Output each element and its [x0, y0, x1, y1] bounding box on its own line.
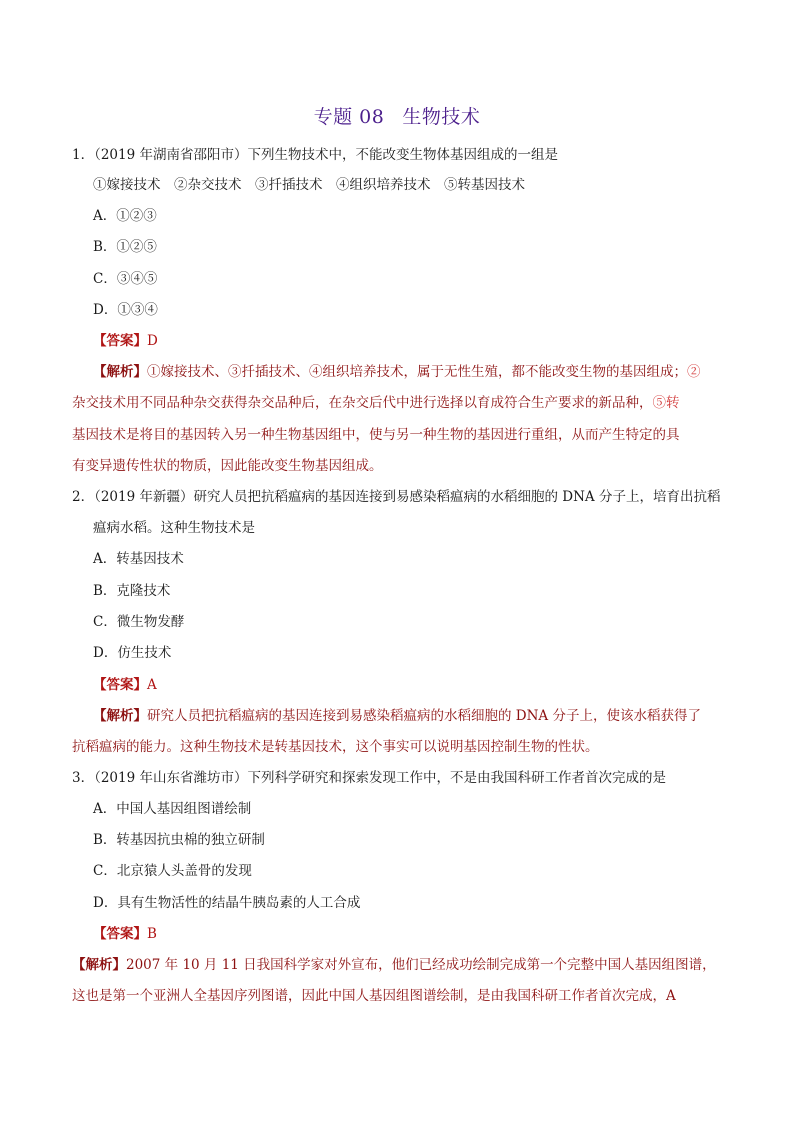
option-c: C．③④⑤	[93, 271, 158, 287]
title-prefix: 专题 08	[313, 106, 385, 128]
analysis-line	[72, 956, 716, 974]
answer-label: 【答案】	[93, 926, 147, 942]
question-2-stem	[72, 488, 720, 506]
question-3-stem	[72, 769, 666, 787]
question-source: （2019 年湖南省邵阳市）	[94, 147, 248, 163]
answer-label: 【答案】	[93, 677, 147, 693]
question-number: 1．	[72, 147, 95, 163]
answer-value: D	[147, 333, 158, 349]
option-d: D．仿生技术	[93, 645, 172, 661]
answer-label: 【答案】	[93, 333, 147, 349]
title-main: 生物技术	[402, 106, 481, 128]
analysis-line: 基因技术是将目的基因转入另一种生物基因组中，使与另一种生物的基因进行重组，从而产生特定的具	[72, 427, 680, 443]
answer-value: B	[147, 926, 157, 942]
analysis-highlight: ②	[687, 364, 701, 380]
question-number: 3．	[72, 770, 95, 786]
analysis-text: 杂交技术用不同品种杂交获得杂交品种后，在杂交后代中进行选择以育成符合生产要求的新品种，	[72, 395, 653, 411]
option-a: A．中国人基因组图谱绘制	[93, 801, 252, 817]
analysis-highlight: ⑤转	[652, 395, 680, 411]
question-source: （2019 年山东省潍坊市）	[94, 770, 248, 786]
question-1-items: ①嫁接技术 ②杂交技术 ③扦插技术 ④组织培养技术 ⑤转基因技术	[93, 177, 525, 193]
question-text-cont: 瘟病水稻。这种生物技术是	[93, 520, 255, 536]
option-b: B．①②⑤	[93, 239, 157, 255]
question-number: 2．	[72, 489, 95, 505]
option-c: C．北京猿人头盖骨的发现	[93, 863, 252, 879]
analysis-line: 有变异遗传性状的物质，因此能改变生物基因组成。	[72, 458, 383, 474]
question-text: 下列科学研究和探索发现工作中，不是由我国科研工作者首次完成的是	[247, 770, 666, 786]
answer-line	[93, 925, 157, 943]
option-b: B．转基因抗虫棉的独立研制	[93, 832, 265, 848]
analysis-label: 【解析】	[93, 708, 147, 724]
option-a: A．转基因技术	[93, 551, 184, 567]
analysis-text: 2007 年 10 月 11 日我国科学家对外宣布，他们已经成功绘制完成第一个完整中国人基因组图谱，	[126, 957, 716, 973]
option-d: D．①③④	[93, 302, 158, 318]
answer-value: A	[147, 677, 157, 693]
option-d: D．具有生物活性的结晶牛胰岛素的人工合成	[93, 895, 361, 911]
analysis-line	[72, 394, 680, 412]
analysis-text: ①嫁接技术、③扦插技术、④组织培养技术，属于无性生殖，都不能改变生物的基因组成；	[147, 364, 687, 380]
question-text: 下列生物技术中，不能改变生物体基因组成的一组是	[247, 147, 558, 163]
analysis-line	[93, 707, 701, 725]
option-c: C．微生物发酵	[93, 614, 185, 630]
analysis-line: 抗稻瘟病的能力。这种生物技术是转基因技术，这个事实可以说明基因控制生物的性状。	[72, 739, 599, 755]
analysis-line: 这也是第一个亚洲人全基因序列图谱，因此中国人基因组图谱绘制，是由我国科研工作者首次完成，A	[72, 988, 676, 1004]
answer-line	[93, 676, 157, 694]
question-text: 研究人员把抗稻瘟病的基因连接到易感染稻瘟病的水稻细胞的 DNA 分子上，培育出抗稻	[193, 489, 721, 505]
option-a: A．①②③	[93, 208, 157, 224]
question-1-stem	[72, 146, 558, 164]
analysis-line	[93, 363, 701, 381]
question-source: （2019 年新疆）	[94, 489, 194, 505]
option-b: B．克隆技术	[93, 583, 171, 599]
answer-line	[93, 332, 158, 350]
analysis-text: 研究人员把抗稻瘟病的基因连接到易感染稻瘟病的水稻细胞的 DNA 分子上，使该水稻获得了	[147, 708, 701, 724]
analysis-label: 【解析】	[93, 364, 147, 380]
page-title	[0, 102, 794, 129]
analysis-label: 【解析】	[72, 957, 126, 973]
